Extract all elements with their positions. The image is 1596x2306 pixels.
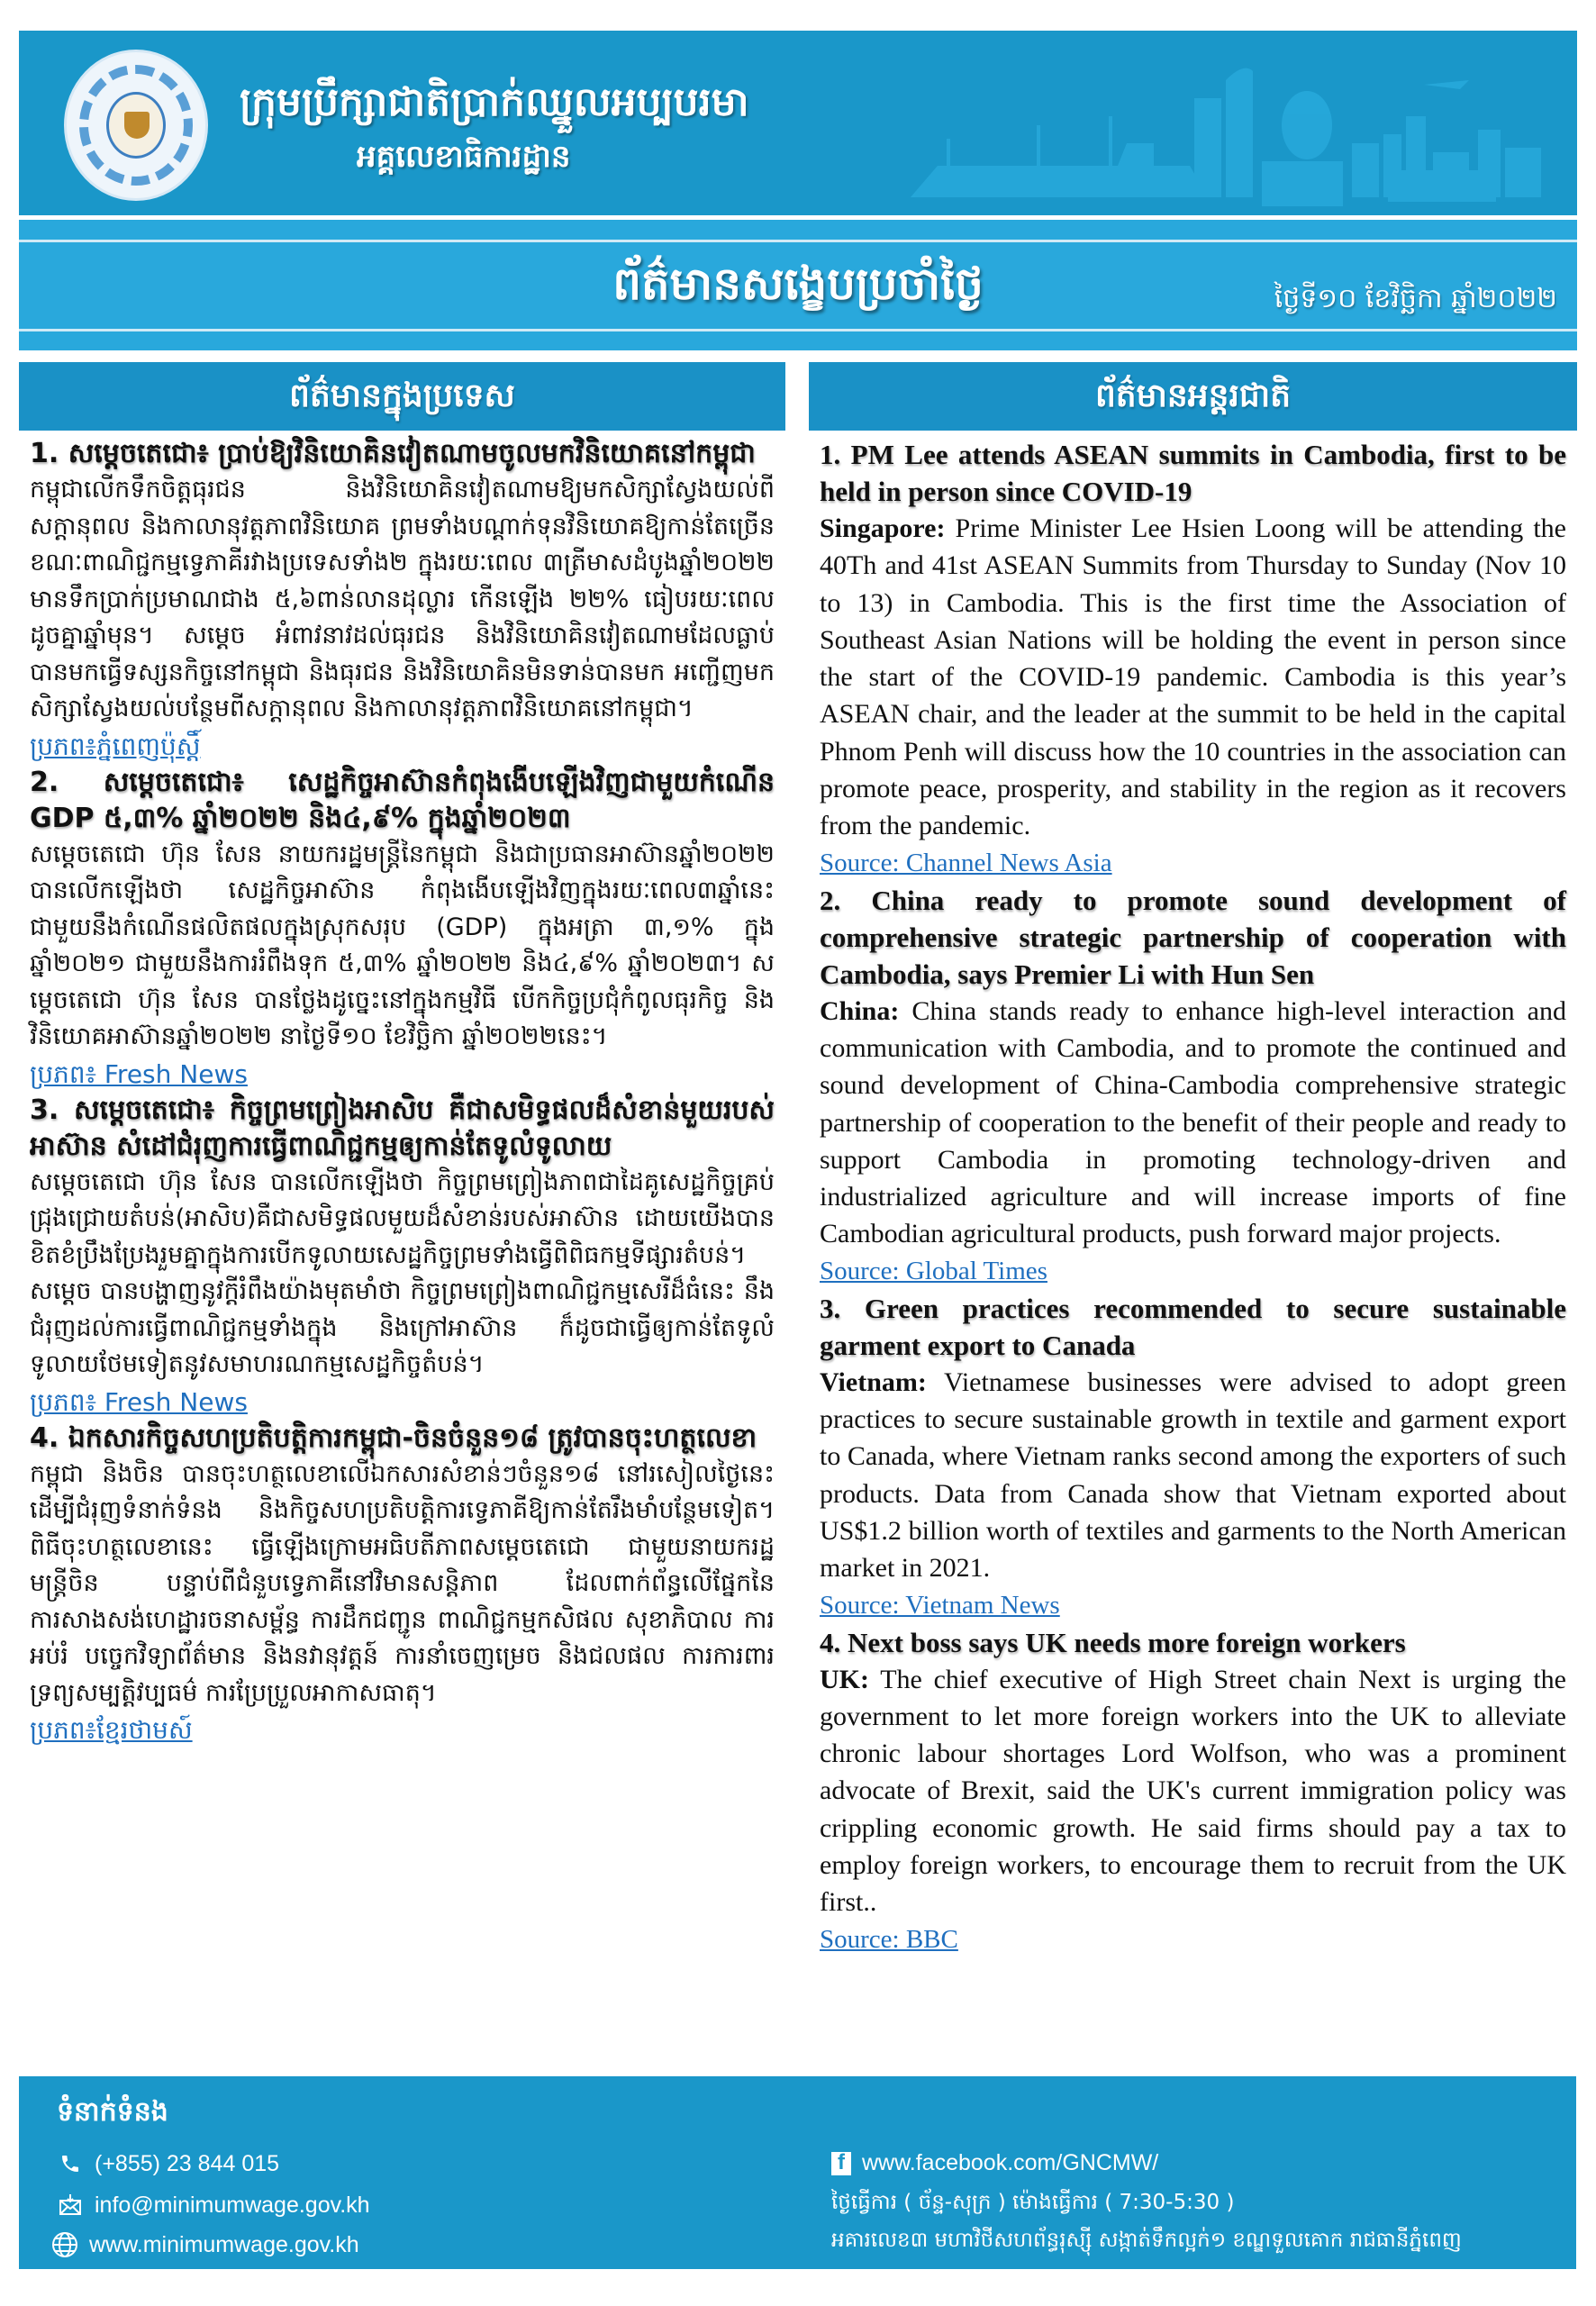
facebook-url: www.facebook.com/GNCMW/: [862, 2150, 1159, 2175]
article-title: 4. Next boss says UK needs more foreign workers: [820, 1626, 1406, 1658]
article-title: 1. PM Lee attends ASEAN summits in Cambodia, first to be held in person since COVID-19: [820, 439, 1566, 507]
contact-footer: [19, 2076, 1576, 2269]
header-banner: [19, 31, 1577, 215]
news-article: [30, 765, 775, 1093]
organization-name: ក្រុមប្រឹក្សាជាតិប្រាក់ឈ្នួលអប្បបរមា: [240, 79, 749, 125]
article-source-link[interactable]: Source: Channel News Asia: [820, 848, 1112, 877]
international-news-heading: ព័ត៌មានអន្តរជាតិ: [809, 362, 1577, 431]
phone-icon: [57, 2150, 84, 2177]
article-text: Vietnamese businesses were advised to adopt green practices to secure sustainable growth in textile and garment export to Canada, where Vietnam ranks second among the exporters of such products. Data from Canada show that Vietnam exported about US$1.2 billion worth of textiles and garments to the North American market in 2021.: [820, 1366, 1566, 1584]
article-text: The chief executive of High Street chain Next is urging the government to let more foreign workers into the UK to alleviate chronic labour shortages Lord Wolfson, who was a prominent advocate of Brexit, said the UK's current immigration policy was crippling economic growth. He said firms should pay a tax to employ foreign workers, to encourage them to recruit from the UK first..: [820, 1664, 1566, 1918]
article-body: សម្តេចតេជោ ហ៊ុន សែន បានលើកឡើងថា កិច្ចព្រមព្រៀងភាពជាដៃគូសេដ្ឋកិច្ចគ្រប់ជ្រុងជ្រោយតំបន់(អាសិប)គឺជាសមិទ្ធផលមួយដ៏សំខាន់របស់អាស៊ាន ដោយយើងបានខិតខំប្រឹងប្រែងរួមគ្នាក្នុងការបើកទូលាយសេដ្ឋកិច្ចព្រមទាំងធ្វើពិពិធកម្មទីផ្សារតំបន់។ សម្តេច បានបង្ហាញនូវក្តីរំពឹងយ៉ាងមុតមាំថា កិច្ចព្រមព្រៀងពាណិជ្ជកម្មសេរីដ៏ធំនេះ នឹងជំរុញដល់ការធ្វើពាណិជ្ជកម្មទាំងក្នុង និងក្រៅអាស៊ាន ក៏ដូចជាធ្វើឲ្យកាន់តែទូលំទូលាយថែមទៀតនូវសមាហរណកម្មសេដ្ឋកិច្ចតំបន់។: [30, 1167, 775, 1378]
news-article: [820, 436, 1566, 882]
contact-facebook[interactable]: [831, 2150, 1158, 2176]
article-title: 1. សម្តេចតេជោ៖ ប្រាប់ឱ្យវិនិយោគិនវៀតណាមចូលមកវិនិយោគនៅកម្ពុជា: [30, 438, 756, 469]
international-news-column: [809, 362, 1577, 1958]
article-body: កម្ពុជាលើកទឹកចិត្តធុរជន និងវិនិយោគិនវៀតណាមឱ្យមកសិក្សាស្វែងយល់ពីសក្តានុពល និងកាលានុវត្តភាពវិនិយោគ ព្រមទាំងបណ្តាក់ទុនវិនិយោគឱ្យកាន់តែច្រើន ខណៈពាណិជ្ជកម្មទ្វេភាគីរវាងប្រទេសទាំង២ ក្នុងរយៈពេល ៣ត្រីមាសដំបូងឆ្នាំ២០២២ មានទឹកប្រាក់ប្រមាណជាង ៥,៦ពាន់លានដុល្លារ កើនឡើង ២២% ធៀបរយៈពេលដូចគ្នាឆ្នាំមុន។ សម្តេច អំពាវនាវដល់ធុរជន និងវិនិយោគិនវៀតណាមដែលធ្លាប់បានមកធ្វើទស្សនកិច្ចនៅកម្ពុជា និងធុរជន និងវិនិយោគិនមិនទាន់បានមក អញ្ជើញមកសិក្សាស្វែងយល់បន្ថែមពីសក្តានុពល និងកាលានុវត្តភាពវិនិយោគនៅកម្ពុជា។: [30, 476, 775, 722]
article-body: កម្ពុជា និងចិន បានចុះហត្ថលេខាលើឯកសារសំខាន់ៗចំនួន១៨ នៅរសៀលថ្ងៃនេះ ដើម្បីជំរុញទំនាក់ទំនង និងកិច្ចសហប្រតិបត្តិការទ្វេភាគីឱ្យកាន់តែរឹងមាំបន្ថែមទៀត។ ពិធីចុះហត្ថលេខានេះ ធ្វើឡើងក្រោមអធិបតីភាពសម្តេចតេជោ ជាមួយនាយករដ្ឋមន្ត្រីចិន បន្ទាប់ពីជំនួបទ្វេភាគីនៅវិមានសន្តិភាព ដែលពាក់ព័ន្ធលើផ្នែកនៃការសាងសង់ហេដ្ឋារចនាសម្ព័ន្ធ ការដឹកជញ្ជូន ពាណិជ្ជកម្មកសិផល សុខាភិបាល ការអប់រំ បច្ចេកវិទ្យាព័ត៌មាន និងនវានុវត្តន៍ ការនាំចេញម្រេច និងជលផល ការការពារទ្រព្យសម្បត្តិវប្បធម៌ ការប្រែប្រួលអាកាសធាតុ។: [30, 1459, 775, 1707]
divider: [19, 240, 1577, 242]
article-title: 3. Green practices recommended to secure sustainable garment export to Canada: [820, 1292, 1566, 1361]
news-article: [820, 1290, 1566, 1624]
page-title: ព័ត៌មានសង្ខេបប្រចាំថ្ងៃ: [612, 258, 984, 310]
contact-phone[interactable]: [57, 2150, 279, 2177]
article-title: 3. សម្តេចតេជោ៖ កិច្ចព្រមព្រៀងអាសិប គឺជាសមិទ្ធផលដ៏សំខាន់មួយរបស់អាស៊ាន សំដៅជំរុញការធ្វើពាណិជ្ជកម្មឲ្យកាន់តែទូលំទូលាយ: [30, 1094, 775, 1162]
article-place: Vietnam:: [820, 1366, 927, 1397]
office-address: អគារលេខ៣ មហាវិថីសហព័ន្ធរុស្ស៊ី សង្កាត់ទឹកល្អក់១ ខណ្ឌទួលគោក រាជធានីភ្នំពេញ: [831, 2229, 1462, 2252]
article-place: Singapore:: [820, 513, 946, 543]
article-source-link[interactable]: Source: Global Times: [820, 1256, 1047, 1285]
article-title: 2. China ready to promote sound development of comprehensive strategic partnership of cooperation with Cambodia, says Premier Li with Hun Sen: [820, 884, 1566, 990]
article-title: 2. សម្តេចតេជោ៖ សេដ្ឋកិច្ចអាស៊ានកំពុងងើបឡើងវិញជាមួយកំណើន GDP ៥,៣% ឆ្នាំ២០២២ និង៤,៩% ក្នុងឆ្នាំ២០២៣: [30, 766, 775, 834]
article-place: China:: [820, 995, 900, 1026]
email-icon: [57, 2192, 84, 2219]
contact-email[interactable]: [57, 2192, 370, 2219]
domestic-news-heading: ព័ត៌មានក្នុងប្រទេស: [19, 362, 785, 431]
article-place: UK:: [820, 1664, 869, 1694]
email-address: info@minimumwage.gov.kh: [95, 2192, 370, 2218]
article-source-link[interactable]: ប្រភព៖ខ្មែរថាមស៍: [30, 1715, 193, 1745]
article-body: [820, 1364, 1566, 1587]
article-text: China stands ready to enhance high-level interaction and communication with Cambodia, and to promote the continued and sound development of China-Cambodia comprehensive strategic partnership of cooperation to the benefit of their people and ready to support Cambodia in promoting technology-driven and industrialized agriculture and will increase imports of fine Cambodian agricultural products, push forward major projects.: [820, 995, 1566, 1249]
article-title: 4. ឯកសារកិច្ចសហប្រតិបត្តិការកម្ពុជា-ចិនចំនួន១៨ ត្រូវបានចុះហត្ថលេខា: [30, 1421, 757, 1454]
news-article: [30, 436, 775, 765]
news-article: [820, 882, 1566, 1290]
article-body: [820, 510, 1566, 845]
globe-icon: [51, 2231, 78, 2258]
contact-website[interactable]: [51, 2231, 359, 2258]
organization-department: អគ្គលេខាធិការដ្ឋាន: [357, 139, 571, 175]
title-band: [19, 220, 1577, 350]
website-url: www.minimumwage.gov.kh: [89, 2231, 359, 2257]
facebook-icon: f: [831, 2152, 851, 2175]
article-source-link[interactable]: ប្រភព៖ភ្នំពេញប៉ុស្តិ៍: [30, 731, 201, 761]
article-body: [820, 993, 1566, 1253]
article-source-link[interactable]: Source: BBC: [820, 1924, 958, 1954]
council-seal-logo-icon: [64, 50, 208, 201]
publication-date: ថ្ងៃទី១០ ខែវិច្ឆិកា ឆ្នាំ២០២២: [1274, 283, 1557, 314]
article-text: Prime Minister Lee Hsien Loong will be attending the 40Th and 41st ASEAN Summits from Thursday to Sunday (Nov 10 to 13) in Cambodia. This is the first time the Association of Southeast Asian Nations will be holding the event in person since the start of the COVID-19 pandemic. Cambodia is this year’s ASEAN chair, and the leader at the summit to be held in the capital Phnom Penh will discuss how the 10 countries in the association can promote peace, prosperity, and stability in the region as it recovers from the pandemic.: [820, 513, 1566, 841]
news-article: [30, 1093, 775, 1421]
divider: [19, 329, 1577, 331]
skyline-illustration-icon: [884, 53, 1559, 215]
office-hours: ថ្ងៃធ្វើការ ( ច័ន្ទ-សុក្រ ) ម៉ោងធ្វើការ ( 7:30-5:30 ): [831, 2191, 1235, 2214]
news-article: [820, 1624, 1566, 1958]
article-source-link[interactable]: Source: Vietnam News: [820, 1590, 1060, 1620]
contact-heading: ទំនាក់ទំនង: [57, 2096, 168, 2128]
article-source-link[interactable]: ប្រភព៖ Fresh News: [30, 1386, 248, 1417]
article-body: សម្តេចតេជោ ហ៊ុន សែន នាយករដ្ឋមន្ត្រីនៃកម្ពុជា និងជាប្រធានអាស៊ានឆ្នាំ២០២២ បានលើកឡើងថា សេដ្ឋកិច្ចអាស៊ាន កំពុងងើបឡើងវិញក្នុងរយៈពេល៣ឆ្នាំនេះ ជាមួយនឹងកំណើនផលិតផលក្នុងស្រុកសរុប (GDP) ក្នុងអត្រា ៣,១% ក្នុងឆ្នាំ២០២១ ជាមួយនឹងការរំពឹងទុក ៥,៣% ឆ្នាំ២០២២ និង៤,៩% ឆ្នាំ២០២៣។ សម្តេចតេជោ ហ៊ុន សែន បានថ្លែងដូច្នេះនៅក្នុងកម្មវិធី បើកកិច្ចប្រជុំកំពូលធុរកិច្ច និងវិនិយោគអាស៊ានឆ្នាំ២០២២ នាថ្ងៃទី១០ ខែវិច្ឆិកា ឆ្នាំ២០២២នេះ។: [30, 840, 775, 1050]
article-body: [820, 1661, 1566, 1921]
domestic-news-column: [19, 362, 785, 1748]
article-source-link[interactable]: ប្រភព៖ Fresh News: [30, 1058, 248, 1089]
phone-number: (+855) 23 844 015: [95, 2150, 280, 2176]
news-article: [30, 1421, 775, 1749]
